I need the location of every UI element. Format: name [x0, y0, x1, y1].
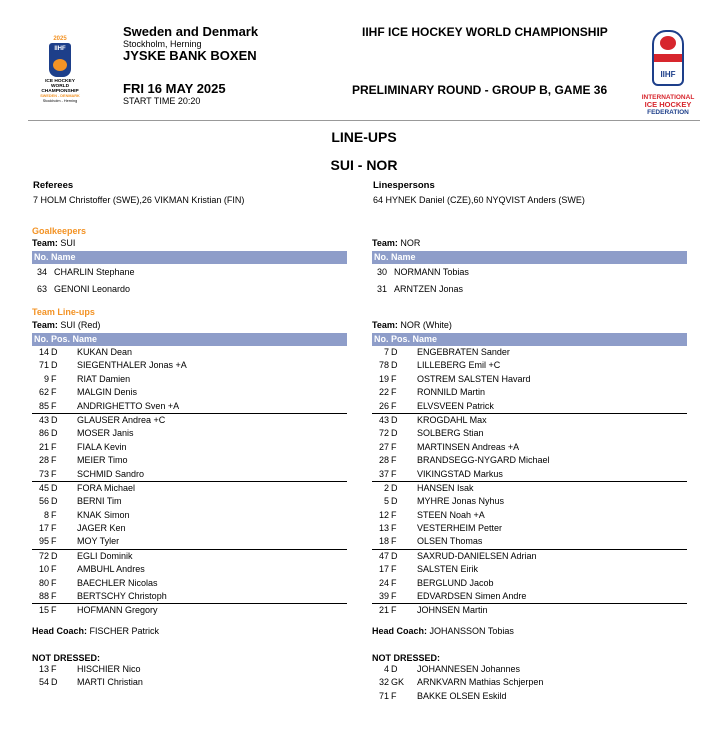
player-row: [32, 522, 347, 535]
player-position: GK: [391, 677, 405, 688]
player-name: MARTINSEN Andreas +A: [417, 441, 520, 452]
wc-2025-logo: [30, 36, 90, 118]
player-row: [372, 663, 687, 676]
player-position: F: [51, 509, 57, 520]
player-row: [32, 676, 347, 689]
player-number: 14: [38, 347, 49, 357]
player-row: [372, 522, 687, 535]
player-position: F: [51, 441, 57, 452]
player-number: 9: [43, 373, 49, 384]
player-row: [372, 509, 687, 522]
player-row: [32, 359, 347, 372]
venue-block: [123, 25, 258, 63]
line-group: [32, 413, 347, 481]
player-position: F: [51, 523, 57, 534]
home-lineup-team: SUI (Red): [60, 320, 101, 330]
player-number: 12: [378, 509, 389, 520]
player-position: F: [51, 536, 57, 547]
away-team-line: [372, 238, 687, 251]
player-position: F: [51, 387, 57, 398]
player-row: [372, 590, 687, 603]
player-row: [32, 509, 347, 522]
player-number: 32: [378, 677, 389, 688]
player-name: FORA Michael: [77, 482, 136, 493]
player-number: 86: [38, 428, 49, 439]
player-name: KROGDAHL Max: [417, 414, 487, 425]
player-row: [32, 563, 347, 576]
player-number: 71: [378, 690, 389, 701]
player-position: D: [391, 360, 398, 371]
player-row: [372, 495, 687, 508]
player-name: VIKINGSTAD Markus: [417, 468, 503, 479]
player-row: [372, 427, 687, 440]
player-position: F: [391, 455, 397, 466]
player-number: 85: [38, 400, 49, 411]
line-group: [372, 481, 687, 549]
gk-row: [372, 281, 687, 298]
player-row: [372, 577, 687, 590]
player-row: [32, 454, 347, 467]
iihf-shield-brand: IIHF: [660, 70, 676, 79]
player-position: F: [51, 605, 57, 616]
player-name: KUKAN Dean: [77, 347, 133, 357]
player-position: F: [391, 400, 397, 411]
player-number: 78: [378, 360, 389, 371]
player-name: HANSEN Isak: [417, 482, 474, 493]
player-row: [372, 454, 687, 467]
player-row: [32, 400, 347, 413]
player-number: 72: [38, 550, 49, 561]
player-name: SALSTEN Eirik: [417, 564, 479, 575]
player-row: [372, 468, 687, 481]
player-number: 71: [38, 360, 49, 371]
player-name: BRANDSEGG-NYGARD Michael: [417, 455, 550, 466]
player-row: [372, 400, 687, 413]
player-row: [372, 604, 687, 617]
player-number: 21: [38, 441, 49, 452]
player-row: [372, 441, 687, 454]
line-group: [372, 549, 687, 604]
iihf-line3: FEDERATION: [647, 109, 689, 116]
player-name: ARNKVARN Mathias Schjerpen: [417, 677, 544, 688]
player-name: ENGEBRATEN Sander: [417, 347, 510, 357]
player-row: [32, 663, 347, 676]
iihf-line2: ICE HOCKEY: [644, 100, 692, 109]
player-position: D: [51, 677, 58, 688]
player-name: OLSEN Thomas: [417, 536, 483, 547]
player-number: 13: [38, 663, 49, 674]
player-number: 45: [38, 482, 49, 493]
player-position: F: [391, 577, 397, 588]
not-dressed-label: NOT DRESSED:: [372, 652, 441, 663]
away-not-dressed: [372, 663, 687, 703]
player-position: F: [391, 564, 397, 575]
player-number: 4: [383, 663, 389, 674]
player-position: D: [391, 482, 398, 493]
linespersons-value: 64 HYNEK Daniel (CZE),60 NYQVIST Anders (SWE): [373, 195, 585, 205]
player-number: 17: [378, 564, 389, 575]
player-row: [32, 468, 347, 481]
line-group: [372, 603, 687, 617]
away-coach: [372, 626, 687, 636]
home-coach: [32, 626, 347, 636]
lineups-title: LINE-UPS: [331, 129, 397, 145]
player-row: [32, 427, 347, 440]
away-lineup-team: NOR (White): [400, 320, 452, 330]
player-number: 8: [43, 509, 49, 520]
goalkeepers-label: Goalkeepers: [32, 226, 87, 236]
player-number: 2: [383, 482, 389, 493]
iihf-line1: INTERNATIONAL: [641, 94, 695, 101]
player-number: 5: [383, 496, 389, 507]
gk-number: 31: [376, 284, 387, 294]
gk-header: No. Name: [32, 251, 347, 264]
player-number: 43: [38, 414, 49, 425]
head-coach-label: Head Coach:: [372, 625, 428, 636]
player-position: F: [391, 387, 397, 398]
date-block: [123, 82, 226, 106]
player-name: ANDRIGHETTO Sven +A: [77, 400, 180, 411]
player-number: 62: [38, 387, 49, 398]
player-number: 15: [38, 605, 49, 616]
player-number: 10: [38, 564, 49, 575]
player-name: MOSER Janis: [77, 428, 134, 439]
player-position: D: [51, 414, 58, 425]
home-lineup: [32, 320, 347, 690]
player-name: MYHRE Jonas Nyhus: [417, 496, 505, 507]
gk-row: [372, 264, 687, 281]
player-number: 27: [378, 441, 389, 452]
team-label: Team:: [372, 238, 398, 248]
player-row: [32, 590, 347, 603]
player-name: SOLBERG Stian: [417, 428, 484, 439]
player-name: BAECHLER Nicolas: [77, 577, 158, 588]
player-name: RONNILD Martin: [417, 387, 486, 398]
gk-row: [32, 264, 347, 281]
line-group: [32, 481, 347, 549]
gk-row: [32, 281, 347, 298]
arena-name: JYSKE BANK BOXEN: [123, 48, 257, 63]
line-group: [32, 346, 347, 413]
player-position: D: [391, 414, 398, 425]
player-number: 22: [378, 387, 389, 398]
player-name: ELVSVEEN Patrick: [417, 400, 494, 411]
player-number: 43: [378, 414, 389, 425]
logo-line3: CHAMPIONSHIP: [41, 89, 79, 94]
player-name: HOFMANN Gregory: [77, 605, 158, 616]
player-position: D: [51, 428, 58, 439]
player-row: [32, 495, 347, 508]
player-position: F: [391, 536, 397, 547]
team-label: Team:: [372, 320, 398, 330]
player-position: D: [391, 550, 398, 561]
team-label: Team:: [32, 238, 58, 248]
player-name: KNAK Simon: [77, 509, 130, 520]
player-row: [32, 535, 347, 548]
player-name: MOY Tyler: [77, 536, 120, 547]
player-number: 54: [38, 677, 49, 688]
player-position: F: [51, 591, 57, 602]
iihf-logo: [636, 30, 700, 120]
player-position: F: [51, 468, 57, 479]
player-position: D: [391, 496, 398, 507]
player-name: OSTREM SALSTEN Havard: [417, 373, 531, 384]
away-lines: [372, 346, 687, 618]
host-country: Sweden and Denmark: [123, 24, 259, 39]
header-divider: [28, 120, 700, 121]
player-position: F: [51, 373, 57, 384]
gk-name: GENONI Leonardo: [54, 284, 131, 294]
logo-emblem: [49, 43, 71, 77]
player-row: [372, 386, 687, 399]
player-name: GLAUSER Andrea +C: [77, 414, 166, 425]
player-position: D: [51, 496, 58, 507]
player-position: F: [391, 591, 397, 602]
player-name: BERGLUND Jacob: [417, 577, 494, 588]
player-name: JAGER Ken: [77, 523, 126, 534]
player-row: [372, 676, 687, 689]
gk-number: 30: [376, 267, 387, 277]
player-position: D: [51, 347, 58, 357]
player-row: [32, 482, 347, 495]
game-date: FRI 16 MAY 2025: [123, 81, 226, 96]
home-lines: [32, 346, 347, 618]
player-number: 13: [378, 523, 389, 534]
player-position: F: [391, 690, 397, 701]
logo-line1: ICE HOCKEY: [45, 79, 75, 84]
player-name: LILLEBERG Emil +C: [417, 360, 501, 371]
player-row: [372, 690, 687, 703]
logo-puck-icon: [53, 59, 67, 71]
player-number: 56: [38, 496, 49, 507]
not-dressed-label: NOT DRESSED:: [32, 652, 101, 663]
player-position: F: [391, 373, 397, 384]
gk-name: NORMANN Tobias: [394, 267, 469, 277]
player-name: HISCHIER Nico: [77, 663, 141, 674]
away-lineup-team-line: [372, 320, 687, 333]
championship-title: IIHF ICE HOCKEY WORLD CHAMPIONSHIP: [362, 25, 608, 39]
referees-label: Referees: [33, 180, 74, 191]
player-row: [372, 414, 687, 427]
player-name: STEEN Noah +A: [417, 509, 485, 520]
gk-name: ARNTZEN Jonas: [394, 284, 464, 294]
away-lineup: [372, 320, 687, 703]
player-position: D: [391, 428, 398, 439]
player-number: 18: [378, 536, 389, 547]
team-lineups-label: Team Line-ups: [32, 307, 95, 317]
player-position: F: [51, 455, 57, 466]
player-name: MARTI Christian: [77, 677, 143, 688]
player-position: D: [51, 482, 58, 493]
player-name: MEIER Timo: [77, 455, 128, 466]
player-row: [372, 550, 687, 563]
away-team-name: NOR: [400, 238, 421, 248]
gk-number: 34: [36, 267, 47, 277]
player-name: JOHNSEN Martin: [417, 605, 488, 616]
player-row: [32, 550, 347, 563]
player-position: F: [391, 441, 397, 452]
player-position: F: [51, 400, 57, 411]
player-row: [372, 373, 687, 386]
player-number: 88: [38, 591, 49, 602]
player-number: 26: [378, 400, 389, 411]
player-name: BAKKE OLSEN Eskild: [417, 690, 507, 701]
player-number: 28: [38, 455, 49, 466]
referees-value: 7 HOLM Christoffer (SWE),26 VIKMAN Kristian (FIN): [33, 195, 245, 205]
player-name: FIALA Kevin: [77, 441, 127, 452]
player-name: SAXRUD-DANIELSEN Adrian: [417, 550, 537, 561]
home-lineup-team-line: [32, 320, 347, 333]
player-position: F: [391, 468, 397, 479]
player-number: 24: [378, 577, 389, 588]
line-group: [372, 346, 687, 413]
logo-line5: Stockholm - Herning: [42, 99, 78, 103]
game-info: PRELIMINARY ROUND - GROUP B, GAME 36: [352, 83, 608, 97]
head-coach-label: Head Coach:: [32, 625, 88, 636]
logo-emblem-brand: IIHF: [54, 46, 66, 52]
player-row: [32, 577, 347, 590]
gk-number: 63: [36, 284, 47, 294]
player-position: F: [51, 577, 57, 588]
player-row: [372, 359, 687, 372]
line-group: [32, 603, 347, 617]
player-number: 21: [378, 605, 389, 616]
head-coach-name: FISCHER Patrick: [89, 625, 160, 636]
player-number: 7: [383, 347, 389, 357]
player-number: 39: [378, 591, 389, 602]
player-row: [372, 535, 687, 548]
player-number: 37: [378, 468, 389, 479]
away-goalkeepers: [372, 238, 687, 298]
player-row: [32, 386, 347, 399]
player-position: D: [391, 347, 398, 357]
player-position: F: [51, 564, 57, 575]
player-name: BERTSCHY Christoph: [77, 591, 167, 602]
player-row: [32, 441, 347, 454]
player-name: EGLI Dominik: [77, 550, 133, 561]
player-row: [32, 373, 347, 386]
player-name: MALGIN Denis: [77, 387, 138, 398]
host-city: Stockholm, Herning: [123, 39, 202, 49]
player-number: 72: [378, 428, 389, 439]
player-number: 80: [38, 577, 49, 588]
line-group: [372, 413, 687, 481]
lineup-header: No. Pos. Name: [372, 333, 687, 346]
start-time: START TIME 20:20: [123, 96, 201, 106]
player-name: SCHMID Sandro: [77, 468, 145, 479]
player-number: 17: [38, 523, 49, 534]
player-position: F: [391, 523, 397, 534]
logo-line2: WORLD: [50, 84, 70, 89]
logo-line4: SWEDEN - DENMARK: [40, 94, 80, 98]
player-number: 95: [38, 536, 49, 547]
player-row: [372, 563, 687, 576]
home-team-line: [32, 238, 347, 251]
player-row: [32, 346, 347, 359]
player-position: F: [391, 509, 397, 520]
player-row: [372, 346, 687, 359]
player-position: F: [391, 605, 397, 616]
linespersons-label: Linespersons: [373, 180, 435, 191]
home-goalkeepers: [32, 238, 347, 298]
player-row: [32, 414, 347, 427]
player-number: 19: [378, 373, 389, 384]
player-position: D: [51, 550, 58, 561]
player-row: [372, 482, 687, 495]
player-name: SIEGENTHALER Jonas +A: [77, 360, 187, 371]
player-name: EDVARDSEN Simen Andre: [417, 591, 527, 602]
player-position: F: [51, 663, 57, 674]
player-name: JOHANNESEN Johannes: [417, 663, 521, 674]
home-not-dressed: [32, 663, 347, 690]
gk-header: No. Name: [372, 251, 687, 264]
player-number: 47: [378, 550, 389, 561]
lineup-header: No. Pos. Name: [32, 333, 347, 346]
player-position: D: [391, 663, 398, 674]
player-number: 73: [38, 468, 49, 479]
player-name: RIAT Damien: [77, 373, 131, 384]
gk-name: CHARLIN Stephane: [54, 267, 135, 277]
matchup: SUI - NOR: [330, 157, 398, 173]
player-name: BERNI Tim: [77, 496, 122, 507]
player-number: 28: [378, 455, 389, 466]
logo-year: 2025: [53, 36, 67, 42]
player-row: [32, 604, 347, 617]
team-label: Team:: [32, 320, 58, 330]
player-position: D: [51, 360, 58, 371]
player-name: VESTERHEIM Petter: [417, 523, 503, 534]
home-team-name: SUI: [60, 238, 76, 248]
player-name: AMBUHL Andres: [77, 564, 145, 575]
line-group: [32, 549, 347, 604]
head-coach-name: JOHANSSON Tobias: [429, 625, 514, 636]
iihf-shield-icon: [652, 30, 684, 86]
